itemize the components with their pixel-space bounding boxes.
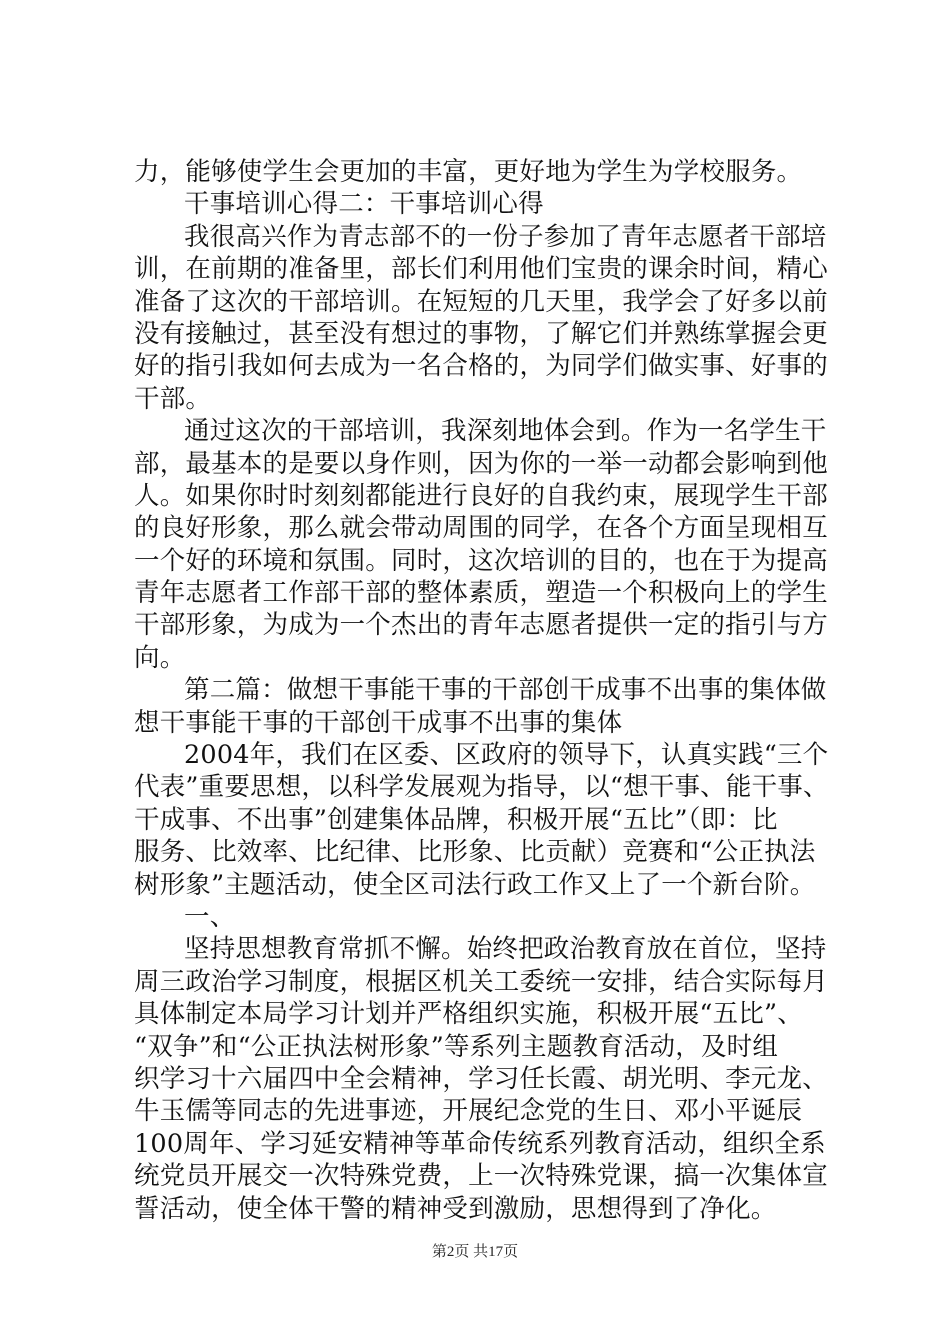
text-line: 坚持思想教育常抓不懈。始终把政治教育放在首位，坚持 <box>184 934 827 965</box>
text-line: 的良好形象，那么就会带动周围的同学，在各个方面呈现相互 <box>134 513 828 544</box>
text-line: 树形象”主题活动，使全区司法行政工作又上了一个新台阶。 <box>134 869 816 900</box>
text-line: 统党员开展交一次特殊党费，上一次特殊党课，搞一次集体宣 <box>134 1161 828 1192</box>
text-line: 一、 <box>184 901 236 932</box>
text-line: 人。如果你时时刻刻都能进行良好的自我约束，展现学生干部 <box>134 480 828 511</box>
text-line: 2004年，我们在区委、区政府的领导下，认真实践“三个 <box>184 740 829 771</box>
text-line: 一个好的环境和氛围。同时，这次培训的目的，也在于为提高 <box>134 545 828 576</box>
text-line: 具体制定本局学习计划并严格组织实施，积极开展“五比”、 <box>134 999 803 1030</box>
text-line: “双争”和“公正执法树形象”等系列主题教育活动，及时组 <box>134 1031 779 1062</box>
page-number-label: 第2页 共17页 <box>431 1244 519 1260</box>
text-line: 青年志愿者工作部干部的整体素质，塑造一个积极向上的学生 <box>134 578 828 609</box>
text-line: 干成事、不出事”创建集体品牌，积极开展“五比”（即：比 <box>134 804 778 835</box>
text-line: 力，能够使学生会更加的丰富，更好地为学生为学校服务。 <box>134 157 803 187</box>
text-line: 干事培训心得二：干事培训心得 <box>184 189 544 220</box>
text-line: 织学习十六届四中全会精神，学习任长霞、胡光明、李元龙、 <box>134 1063 828 1094</box>
text-line: 服务、比效率、比纪律、比形象、比贡献）竞赛和“公正执法 <box>134 837 816 868</box>
text-line: 我很高兴作为青志部不的一份子参加了青年志愿者干部培 <box>184 221 827 252</box>
text-line: 没有接触过，甚至没有想过的事物，了解它们并熟练掌握会更 <box>134 318 828 349</box>
text-line: 准备了这次的干部培训。在短短的几天里，我学会了好多以前 <box>134 286 828 317</box>
text-line: 好的指引我如何去成为一名合格的，为同学们做实事、好事的 <box>134 351 828 382</box>
text-line: 部，最基本的是要以身作则，因为你的一举一动都会影响到他 <box>134 448 828 479</box>
text-line: 牛玉儒等同志的先进事迹，开展纪念党的生日、邓小平诞辰 <box>134 1096 803 1127</box>
text-line: 周三政治学习制度，根据区机关工委统一安排，结合实际每月 <box>134 966 828 997</box>
text-line: 向。 <box>134 642 186 673</box>
text-line: 誓活动，使全体干警的精神受到激励，思想得到了净化。 <box>134 1193 777 1224</box>
text-line: 训，在前期的准备里，部长们利用他们宝贵的课余时间，精心 <box>134 254 828 285</box>
text-line: 干部形象，为成为一个杰出的青年志愿者提供一定的指引与方 <box>134 610 828 641</box>
text-line: 100周年、学习延安精神等革命传统系列教育活动，组织全系 <box>134 1128 826 1159</box>
text-line: 干部。 <box>134 383 212 414</box>
page-footer <box>0 1240 950 1261</box>
text-line: 代表”重要思想，以科学发展观为指导，以“想干事、能干事、 <box>134 772 829 803</box>
text-line: 通过这次的干部培训，我深刻地体会到。作为一名学生干 <box>184 416 827 447</box>
text-line: 想干事能干事的干部创干成事不出事的集体 <box>134 707 623 738</box>
document-body <box>134 156 834 1225</box>
text-line: 第二篇：做想干事能干事的干部创干成事不出事的集体做 <box>184 675 827 706</box>
